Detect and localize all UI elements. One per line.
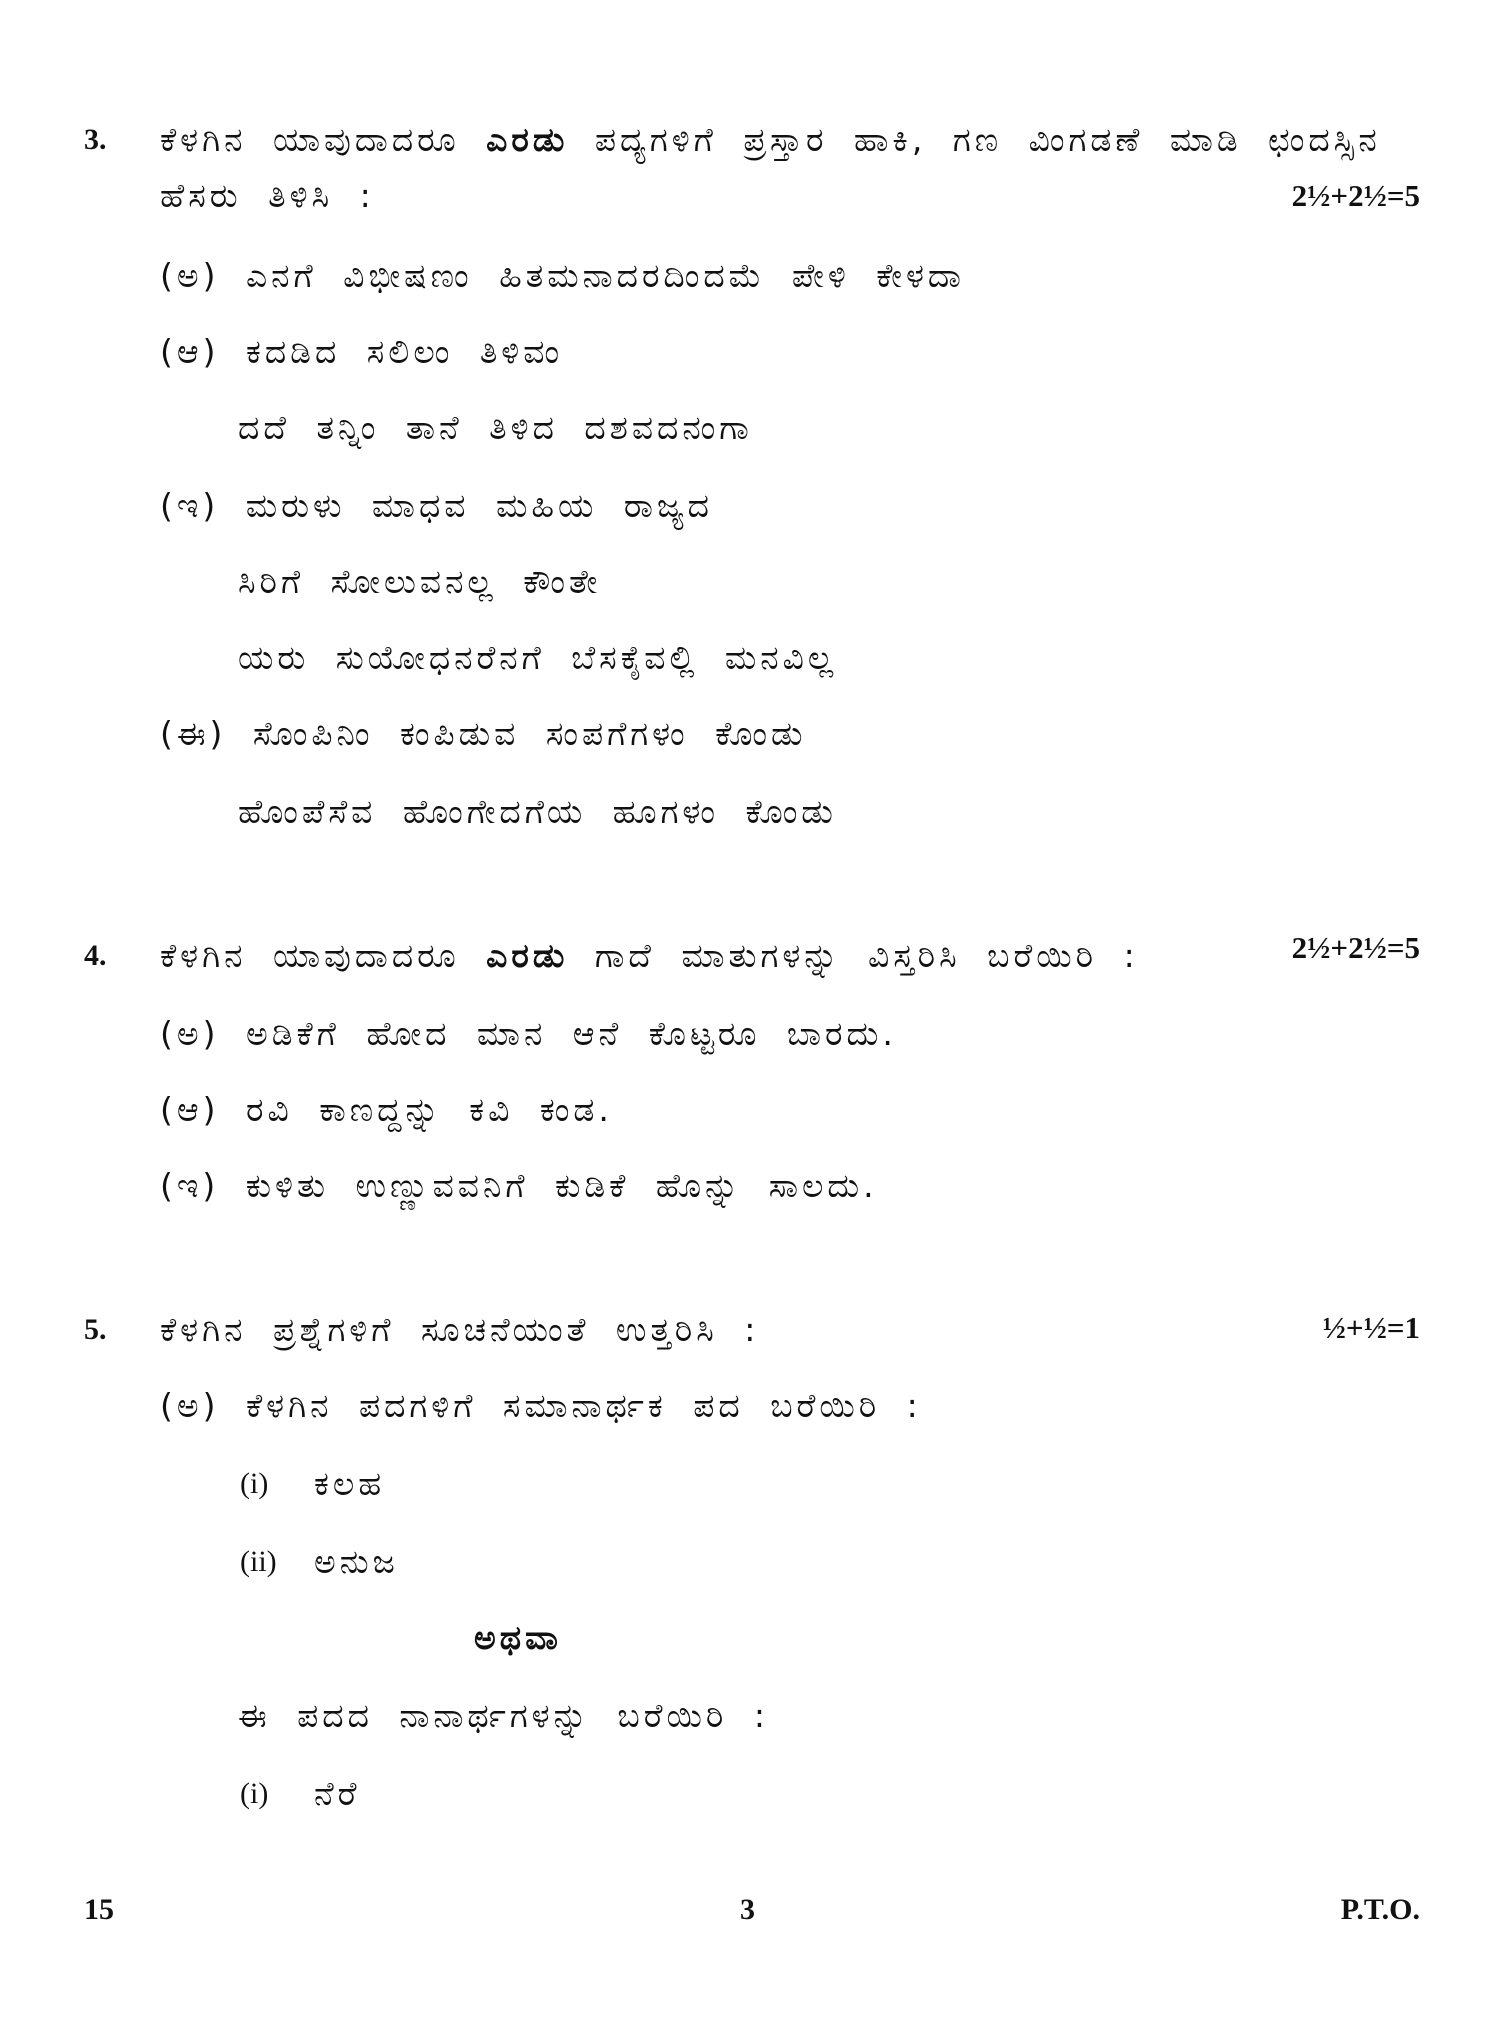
footer-page-number: 3 [740,1893,755,1926]
q5-option-a: (ಅ) ಕೆಳಗಿನ ಪದಗಳಿಗೆ ಸಮಾನಾರ್ಥಕ ಪದ ಬರೆಯಿರಿ : [160,1386,922,1425]
question-3-marks: 2½+2½=5 [1291,178,1420,213]
q5-item-3-word: ನೆರೆ [314,1774,361,1813]
q3-option-aa-line2: ದದೆ ತನ್ನಿಂ ತಾನೆ ತಿಳಿದ ದಶವದನಂಗಾ [238,408,753,447]
q4-option-a: (ಅ) ಅಡಿಕೆಗೆ ಹೋದ ಮಾನ ಆನೆ ಕೊಟ್ಟರೂ ಬಾರದು. [160,1014,897,1053]
question-4-text [160,934,1139,978]
q4-option-aa: (ಆ) ರವಿ ಕಾಣದ್ದನ್ನು ಕವಿ ಕಂಡ. [160,1090,613,1129]
question-5-marks: ½+½=1 [1322,1310,1420,1345]
question-3-text [160,118,1381,162]
q4-option-i: (ಇ) ಕುಳಿತು ಉಣ್ಣುವವನಿಗೆ ಕುಡಿಕೆ ಹೊನ್ನು ಸಾಲದು. [160,1166,878,1205]
q3-text-bold: ಎರಡು [486,120,569,159]
footer-pto: P.T.O. [1340,1893,1420,1926]
question-number-5: 5. [84,1313,107,1346]
or-heading: ಅಥವಾ [474,1618,562,1657]
q4-text-b: ಗಾದೆ ಮಾತುಗಳನ್ನು ವಿಸ್ತರಿಸಿ ಬರೆಯಿರಿ : [594,936,1139,975]
footer-code: 15 [84,1893,114,1926]
q3-option-i-line2: ಸಿರಿಗೆ ಸೋಲುವನಲ್ಲ ಕೌಂತೇ [238,562,602,601]
question-3-text-line2: ಹೆಸರು ತಿಳಿಸಿ : [160,176,375,215]
q5-item-2-word: ಅನುಜ [314,1542,399,1581]
q4-text-bold: ಎರಡು [486,936,569,975]
question-4-marks: 2½+2½=5 [1291,930,1420,965]
question-number-4: 4. [84,939,107,972]
q5-item-1-number: (i) [240,1467,269,1500]
question-5-text: ಕೆಳಗಿನ ಪ್ರಶ್ನೆಗಳಿಗೆ ಸೂಚನೆಯಂತೆ ಉತ್ತರಿಸಿ : [160,1310,760,1349]
q3-option-ii-line1: (ಈ) ಸೊಂಪಿನಿಂ ಕಂಪಿಡುವ ಸಂಪಗೆಗಳಂ ಕೊಂಡು [160,714,807,753]
q3-option-i-line3: ಯರು ಸುಯೋಧನರೆನಗೆ ಬೆಸಕೈವಲ್ಲಿ ಮನವಿಲ್ಲ [238,638,838,677]
q3-option-i-line1: (ಇ) ಮರುಳು ಮಾಧವ ಮಹಿಯ ರಾಜ್ಯದ [160,486,713,525]
q3-text-b: ಪದ್ಯಗಳಿಗೆ ಪ್ರಸ್ತಾರ ಹಾಕಿ, ಗಣ ವಿಂಗಡಣೆ ಮಾಡಿ ಛಂದಸ್ಸಿನ [594,120,1381,159]
q3-option-aa-line1: (ಆ) ಕದಡಿದ ಸಲಿಲಂ ತಿಳಿವಂ [160,332,564,371]
q3-text-a: ಕೆಳಗಿನ ಯಾವುದಾದರೂ [160,120,460,159]
q5-item-3-number: (i) [240,1777,269,1810]
q5-item-2-number: (ii) [240,1545,277,1578]
question-number-3: 3. [84,123,107,156]
q3-option-ii-line2: ಹೊಂಪೆಸೆವ ಹೊಂಗೇದಗೆಯ ಹೂಗಳಂ ಕೊಂಡು [238,792,837,831]
q3-option-a: (ಅ) ಎನಗೆ ವಿಭೀಷಣಂ ಹಿತಮನಾದರದಿಂದಮೆ ಪೇಳಿ ಕೇಳದಾ [160,256,965,295]
q5-alternative-instruction: ಈ ಪದದ ನಾನಾರ್ಥಗಳನ್ನು ಬರೆಯಿರಿ : [238,1696,769,1735]
q5-item-1-word: ಕಲಹ [314,1464,386,1503]
q4-text-a: ಕೆಳಗಿನ ಯಾವುದಾದರೂ [160,936,460,975]
